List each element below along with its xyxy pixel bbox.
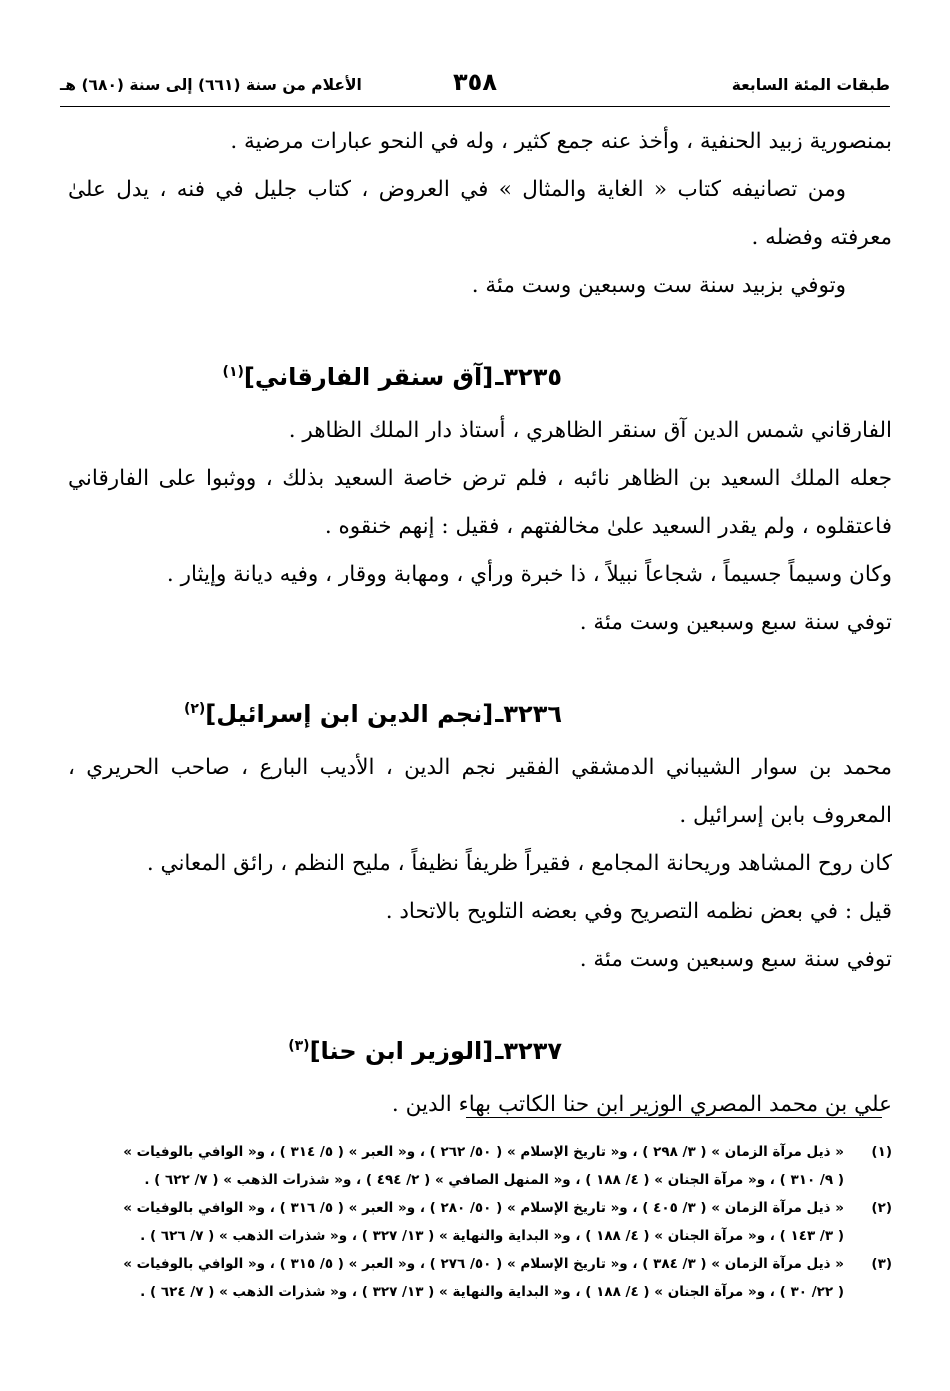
running-title-book: طبقات المئة السابعة [731, 76, 890, 94]
footnote-ref: (٣) [288, 1038, 310, 1054]
footnote [68, 1138, 892, 1194]
entry-number: ٣٢٣٧ـ [495, 1037, 562, 1065]
paragraph: محمد بن سوار الشيباني الدمشقي الفقير نجم الدين ، الأديب البارع ، صاحب الحريري ، المعروف بابن إسرائيل . [68, 755, 892, 828]
paragraph: وكان وسيماً جسيماً ، شجاعاً نبيلاً ، ذا خبرة ورأي ، ومهابة ووقار ، وفيه ديانة وإيثار . [166, 562, 892, 587]
paragraph: كان روح المشاهد وريحانة المجامع ، فقيراً ظريفاً نظيفاً ، مليح النظم ، رائق المعاني . [146, 851, 892, 876]
footnote-line: « ذيل مرآة الزمان » ( ٣/ ٣٨٤ ) ، و« تاريخ الإسلام » ( ٥٠/ ٢٧٦ ) ، و« العبر » ( ٥/ ٣١٥ ) ، و« الوافي بالوفيات » [123, 1256, 844, 1272]
paragraph: توفي سنة سبع وسبعين وست مئة . [579, 610, 892, 635]
paragraph: وتوفي بزبيد سنة ست وسبعين وست مئة . [471, 273, 846, 298]
footnote-number: (٢) [871, 1200, 892, 1216]
main-text [68, 118, 892, 1129]
running-title-section: الأعلام من سنة (٦٦١) إلى سنة (٦٨٠) هـ [60, 76, 362, 94]
entry-heading [68, 1022, 892, 1075]
entry-title: [آق سنقر الفارقاني] [243, 363, 494, 391]
footnote-number: (١) [871, 1144, 892, 1160]
footnote [68, 1194, 892, 1250]
entry-heading [68, 348, 892, 401]
footnote-line: ( ٣/ ١٤٣ ) ، و« مرآة الجنان » ( ٤/ ١٨٨ ) ، و« البداية والنهاية » ( ١٣/ ٣٢٧ ) ، و« شذرات الذهب » ( ٧/ ٦٢٦ ) . [140, 1228, 844, 1244]
footnotes [68, 1138, 892, 1306]
footnote-number: (٣) [871, 1256, 892, 1272]
footnote-line: « ذيل مرآة الزمان » ( ٣/ ٢٩٨ ) ، و« تاريخ الإسلام » ( ٥٠/ ٢٦٢ ) ، و« العبر » ( ٥/ ٣١٤ ) ، و« الوافي بالوفيات » [123, 1144, 844, 1160]
paragraph: بمنصورية زبيد الحنفية ، وأخذ عنه جمع كثير ، وله في النحو عبارات مرضية . [230, 129, 892, 154]
paragraph: جعله الملك السعيد بن الظاهر نائبه ، فلم ترض خاصة السعيد بذلك ، ووثبوا على الفارقاني فاعتقلوه ، ولم يقدر السعيد علىٰ مخالفتهم ، فقيل : إنهم خنقوه . [68, 466, 892, 539]
footnote-separator [466, 1117, 882, 1118]
footnote-line: ( ٩/ ٣١٠ ) ، و« مرآة الجنان » ( ٤/ ١٨٨ ) ، و« المنهل الصافي » ( ٢/ ٤٩٤ ) ، و« شذرات الذهب » ( ٧/ ٦٢٢ ) . [144, 1172, 844, 1188]
entry-title: [نجم الدين ابن إسرائيل] [205, 700, 494, 728]
entry-title: [الوزير ابن حنا] [309, 1037, 494, 1065]
entry-heading [68, 685, 892, 738]
page-number: ٣٥٨ [453, 68, 497, 96]
page-header [60, 68, 890, 107]
entry-number: ٣٢٣٥ـ [495, 363, 562, 391]
paragraph: علي بن محمد المصري الوزير ابن حنا الكاتب بهاء الدين . [391, 1092, 892, 1117]
footnote-line: « ذيل مرآة الزمان » ( ٣/ ٤٠٥ ) ، و« تاريخ الإسلام » ( ٥٠/ ٢٨٠ ) ، و« العبر » ( ٥/ ٣١٦ ) ، و« الوافي بالوفيات » [123, 1200, 844, 1216]
footnote-ref: (١) [222, 364, 244, 380]
footnote-ref: (٢) [183, 701, 206, 717]
footnote [68, 1250, 892, 1306]
paragraph: ومن تصانيفه كتاب « الغاية والمثال » في العروض ، كتاب جليل في فنه ، يدل علىٰ معرفته وفضله . [68, 177, 892, 250]
footnote-line: ( ٢٢/ ٣٠ ) ، و« مرآة الجنان » ( ٤/ ١٨٨ ) ، و« البداية والنهاية » ( ١٣/ ٣٢٧ ) ، و« شذرات الذهب » ( ٧/ ٦٢٤ ) . [140, 1284, 844, 1300]
paragraph: توفي سنة سبع وسبعين وست مئة . [579, 947, 892, 972]
entry-number: ٣٢٣٦ـ [495, 700, 562, 728]
paragraph: قيل : في بعض نظمه التصريح وفي بعضه التلويح بالاتحاد . [385, 899, 892, 924]
paragraph: الفارقاني شمس الدين آق سنقر الظاهري ، أستاذ دار الملك الظاهر . [288, 418, 892, 443]
